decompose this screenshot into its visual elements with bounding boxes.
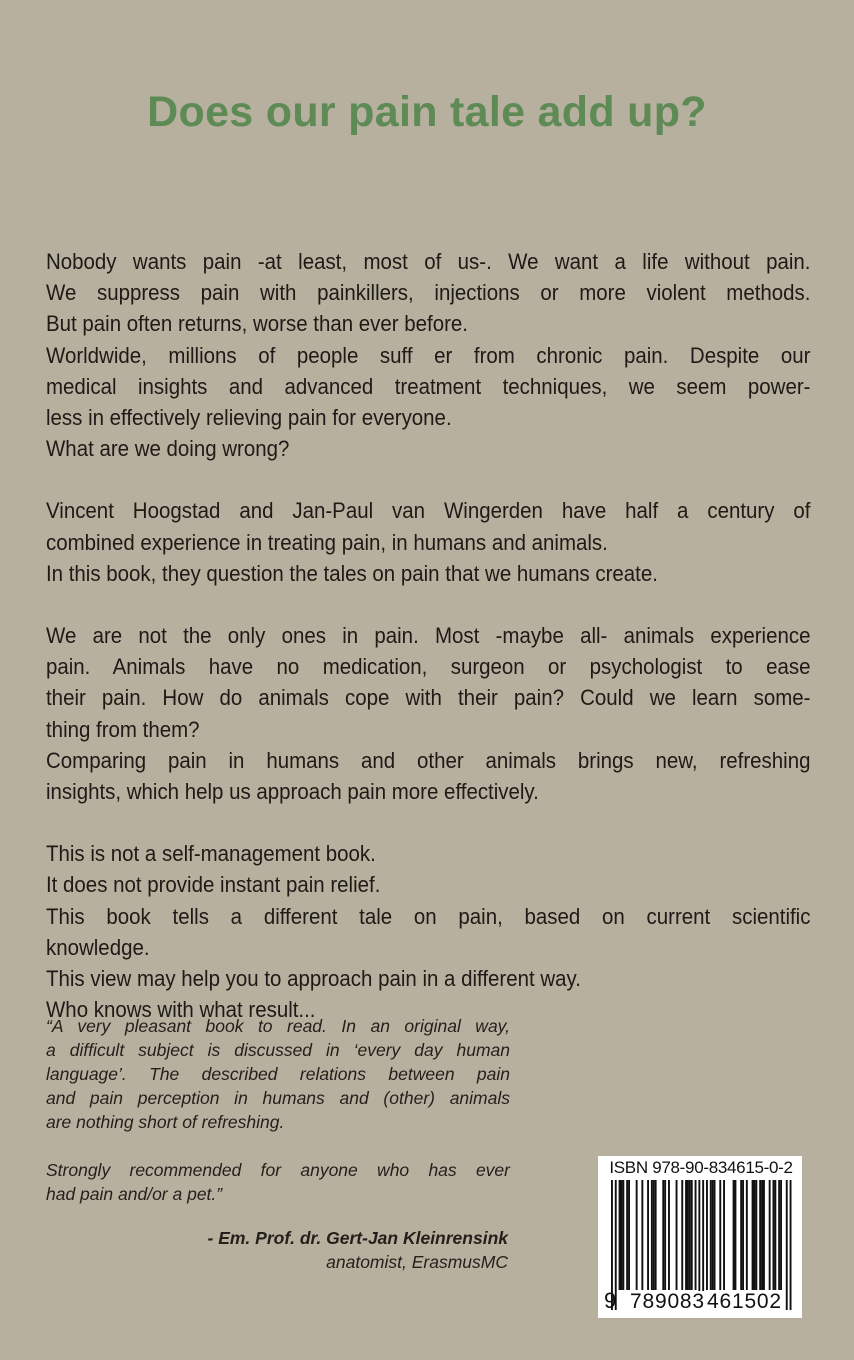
barcode-bar bbox=[754, 1180, 756, 1290]
quote-line: language’. The described relations between pain bbox=[46, 1064, 510, 1084]
barcode-bar bbox=[668, 1180, 670, 1290]
paragraph-line: In this book, they question the tales on pain that we humans create. bbox=[46, 560, 658, 586]
paragraph-line: Vincent Hoogstad and Jan-Paul van Wingerden have half a century of bbox=[46, 498, 811, 524]
quote-line: are nothing short of refreshing. bbox=[46, 1112, 285, 1132]
endorser-affiliation: anatomist, ErasmusMC bbox=[326, 1252, 508, 1272]
paragraph-line: Who knows with what result... bbox=[46, 997, 316, 1023]
isbn-barcode bbox=[598, 1156, 802, 1318]
barcode-bar bbox=[662, 1180, 664, 1290]
barcode-bar bbox=[755, 1180, 757, 1290]
barcode-bar bbox=[641, 1180, 643, 1290]
barcode-bar bbox=[769, 1180, 771, 1290]
blurb-body bbox=[46, 246, 810, 1056]
quote-line: and pain perception in humans and (other) animals bbox=[46, 1088, 510, 1108]
ean-right-digits: 461502 bbox=[707, 1290, 782, 1313]
barcode-bar bbox=[621, 1180, 623, 1290]
barcode-bar bbox=[655, 1180, 657, 1290]
ean-lead-digit: 9 bbox=[604, 1288, 617, 1313]
paragraph-line: their pain. How do animals cope with their pain? Could we learn some- bbox=[46, 685, 811, 711]
paragraph-line: Worldwide, millions of people suff er from chronic pain. Despite our bbox=[46, 342, 811, 368]
barcode-bar bbox=[780, 1180, 782, 1290]
quote-line: had pain and/or a pet.” bbox=[46, 1184, 223, 1204]
paragraph-line: pain. Animals have no medication, surgeon or psychologist to ease bbox=[46, 654, 811, 680]
barcode-bar bbox=[695, 1180, 697, 1290]
paragraph-line: less in effectively relieving pain for everyone. bbox=[46, 405, 452, 431]
barcode-bar bbox=[706, 1180, 708, 1290]
paragraph-line: We are not the only ones in pain. Most -maybe all- animals experience bbox=[46, 623, 811, 649]
paragraph-line: knowledge. bbox=[46, 934, 150, 960]
paragraph bbox=[46, 838, 810, 1025]
barcode-bar bbox=[628, 1180, 630, 1290]
barcode-bar bbox=[742, 1180, 744, 1290]
paragraph-line: Comparing pain in humans and other animals brings new, refreshing bbox=[46, 747, 811, 773]
barcode-bar bbox=[712, 1180, 714, 1290]
quote-line: a difficult subject is discussed in ‘every day human bbox=[46, 1040, 510, 1060]
barcode-bar bbox=[774, 1180, 776, 1290]
paragraph-line: This book tells a different tale on pain, based on current scientific bbox=[46, 903, 811, 929]
paragraph-line: But pain often returns, worse than ever before. bbox=[46, 311, 468, 337]
quote-spacer bbox=[46, 1134, 510, 1158]
barcode-bar bbox=[719, 1180, 721, 1290]
barcode-bar bbox=[622, 1180, 624, 1290]
barcode-bar bbox=[687, 1180, 689, 1290]
paragraph-line: This view may help you to approach pain in a different way. bbox=[46, 966, 581, 992]
barcode-bar bbox=[710, 1180, 712, 1290]
paragraph-line: medical insights and advanced treatment techniques, we seem power- bbox=[46, 373, 811, 399]
barcode-bar bbox=[691, 1180, 693, 1290]
quote-line: “A very pleasant book to read. In an original way, bbox=[46, 1016, 510, 1036]
paragraph bbox=[46, 495, 810, 589]
barcode-bar bbox=[786, 1180, 788, 1310]
barcode-bar bbox=[653, 1180, 655, 1290]
barcode-bar bbox=[735, 1180, 737, 1290]
endorser-name: - Em. Prof. dr. Gert-Jan Kleinrensink bbox=[207, 1228, 508, 1248]
barcode-bar bbox=[636, 1180, 638, 1290]
barcode-bar bbox=[723, 1180, 725, 1290]
barcode-bar bbox=[619, 1180, 621, 1290]
barcode-bar bbox=[651, 1180, 653, 1290]
barcode-bar bbox=[790, 1180, 792, 1310]
quote-line: Strongly recommended for anyone who has ever bbox=[46, 1160, 510, 1180]
barcode-bar bbox=[763, 1180, 765, 1290]
barcode-bar bbox=[626, 1180, 628, 1290]
page-title: Does our pain tale add up? bbox=[147, 88, 707, 136]
barcode-bar bbox=[714, 1180, 716, 1290]
paragraph-line: Nobody wants pain -at least, most of us-. We want a life without pain. bbox=[46, 249, 811, 274]
barcode-bar bbox=[647, 1180, 649, 1290]
paragraph bbox=[46, 620, 810, 807]
paragraph-line: It does not provide instant pain relief. bbox=[46, 872, 381, 898]
barcode-bar bbox=[681, 1180, 683, 1290]
barcode-bar bbox=[676, 1180, 678, 1290]
paragraph-line: We suppress pain with painkillers, injections or more violent methods. bbox=[46, 280, 811, 306]
paragraph-line: insights, which help us approach pain more effectively. bbox=[46, 779, 539, 805]
paragraph bbox=[46, 246, 810, 464]
endorsement-attribution bbox=[208, 1226, 509, 1274]
isbn-label: ISBN 978-90-834615-0-2 bbox=[609, 1158, 793, 1177]
barcode-bar bbox=[778, 1180, 780, 1290]
barcode-bar bbox=[664, 1180, 666, 1290]
barcode-bar bbox=[733, 1180, 735, 1290]
barcode-bar bbox=[689, 1180, 691, 1290]
barcode-bar bbox=[759, 1180, 761, 1290]
barcode-bar bbox=[752, 1180, 754, 1290]
paragraph-line: thing from them? bbox=[46, 716, 200, 742]
paragraph-line: combined experience in treating pain, in humans and animals. bbox=[46, 529, 608, 555]
paragraph-line: This is not a self-management book. bbox=[46, 841, 376, 867]
ean-left-digits: 789083 bbox=[630, 1290, 705, 1313]
paragraph-line: What are we doing wrong? bbox=[46, 436, 290, 462]
endorsement-quote bbox=[46, 1014, 510, 1206]
barcode-bar bbox=[685, 1180, 687, 1290]
barcode-bar bbox=[761, 1180, 763, 1290]
barcode-bar bbox=[746, 1180, 748, 1290]
barcode-bar bbox=[773, 1180, 775, 1290]
barcode-bar bbox=[740, 1180, 742, 1290]
